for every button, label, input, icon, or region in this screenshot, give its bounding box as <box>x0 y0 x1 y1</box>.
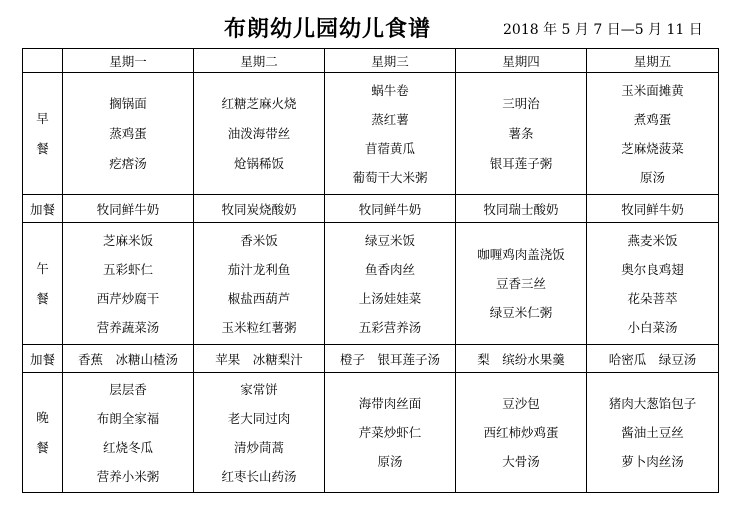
dish: 家常饼 <box>240 381 278 397</box>
snack-row <box>23 195 719 223</box>
dish: 营养小米粥 <box>96 468 160 484</box>
dish: 豆香三丝 <box>495 276 546 291</box>
meal-label-char: 餐 <box>36 290 49 306</box>
dish: 原汤 <box>639 169 665 185</box>
menu-cell <box>587 73 719 195</box>
menu-cell <box>194 73 325 195</box>
dish: 搁锅面 <box>109 95 147 111</box>
dish: 蒸鸡蛋 <box>109 125 147 141</box>
breakfast-row <box>23 73 719 195</box>
dish: 香米饭 <box>240 232 278 248</box>
dish: 清炒茼蒿 <box>233 439 284 455</box>
dish: 薯条 <box>508 125 534 141</box>
dish: 西芹炒腐干 <box>96 290 160 306</box>
snack-row <box>23 345 719 373</box>
dish: 红枣长山药汤 <box>221 468 297 484</box>
meal-label-char: 餐 <box>36 439 49 455</box>
day-header: 星期四 <box>456 49 587 73</box>
day-header: 星期五 <box>587 49 719 73</box>
menu-cell <box>194 373 325 493</box>
meal-label-char: 早 <box>36 110 49 126</box>
menu-cell <box>63 373 194 493</box>
breakfast-label <box>23 73 63 195</box>
menu-cell <box>456 73 587 195</box>
dish: 原汤 <box>377 454 403 469</box>
day-header: 星期一 <box>63 49 194 73</box>
dish: 布朗全家福 <box>96 410 160 426</box>
dish: 红烧冬瓜 <box>102 439 153 455</box>
dish: 海带肉丝面 <box>358 396 422 411</box>
dish: 五彩虾仁 <box>102 261 153 277</box>
menu-cell: 橙子 银耳莲子汤 <box>325 345 456 373</box>
meal-label-char: 晚 <box>36 409 49 425</box>
meal-label-char: 午 <box>36 260 49 276</box>
dish: 三明治 <box>502 95 540 111</box>
dish: 玉米粒红薯粥 <box>221 319 297 335</box>
dish: 西红柿炒鸡蛋 <box>483 425 559 440</box>
dish: 椒盐西葫芦 <box>227 290 291 306</box>
dish: 大骨汤 <box>502 454 540 469</box>
dish: 酱油土豆丝 <box>621 425 684 440</box>
dish: 芹菜炒虾仁 <box>358 425 422 440</box>
header-row <box>23 49 719 73</box>
menu-cell <box>325 373 456 493</box>
menu-cell: 梨 缤纷水果羹 <box>456 345 587 373</box>
dish: 营养蔬菜汤 <box>96 319 160 335</box>
dish: 红糖芝麻火烧 <box>221 95 297 111</box>
dish: 玉米面摊黄 <box>621 82 684 98</box>
day-header: 星期二 <box>194 49 325 73</box>
dinner-row <box>23 373 719 493</box>
page-title: 布朗幼儿园幼儿食谱 <box>224 17 432 42</box>
menu-cell <box>194 223 325 345</box>
snack-label: 加餐 <box>23 195 63 223</box>
dish: 花朵菩萃 <box>627 290 678 306</box>
dish: 茄汁龙利鱼 <box>227 261 291 277</box>
meal-label-char: 餐 <box>36 140 49 156</box>
dish: 煮鸡蛋 <box>633 111 672 127</box>
dish: 炝锅稀饭 <box>233 155 284 171</box>
dish: 葡萄干大米粥 <box>352 169 428 185</box>
dish: 疙瘩汤 <box>109 155 147 171</box>
date-range: 2018 年 5 月 7 日—5 月 11 日 <box>503 22 703 38</box>
dish: 咖喱鸡肉盖浇饭 <box>477 247 565 262</box>
menu-cell <box>587 373 719 493</box>
menu-cell: 香蕉 冰糖山楂汤 <box>63 345 194 373</box>
dinner-label <box>23 373 63 493</box>
dish: 豆沙包 <box>502 396 540 411</box>
day-header: 星期三 <box>325 49 456 73</box>
dish: 绿豆米饭 <box>364 232 415 248</box>
menu-cell <box>587 223 719 345</box>
dish: 芝麻烧菠菜 <box>621 140 684 156</box>
dish: 奥尔良鸡翅 <box>621 261 684 277</box>
menu-cell <box>456 373 587 493</box>
dish: 猪肉大葱馅包子 <box>608 396 697 411</box>
corner-cell <box>23 49 63 73</box>
dish: 上汤娃娃菜 <box>358 290 422 306</box>
menu-cell: 牧同鲜牛奶 <box>587 195 719 223</box>
dish: 萝卜肉丝汤 <box>621 454 684 469</box>
dish: 蜗牛卷 <box>371 82 409 98</box>
dish: 鱼香肉丝 <box>364 261 415 277</box>
menu-cell: 哈密瓜 绿豆汤 <box>587 345 719 373</box>
snack-label: 加餐 <box>23 345 63 373</box>
menu-cell: 苹果 冰糖梨汁 <box>194 345 325 373</box>
dish: 芝麻米饭 <box>102 232 153 248</box>
dish: 小白菜汤 <box>627 319 678 335</box>
menu-cell <box>325 73 456 195</box>
menu-cell <box>325 223 456 345</box>
lunch-label <box>23 223 63 345</box>
dish: 层层香 <box>109 381 147 397</box>
lunch-row <box>23 223 719 345</box>
dish: 油泼海带丝 <box>227 125 291 141</box>
menu-cell: 牧同鲜牛奶 <box>325 195 456 223</box>
dish: 燕麦米饭 <box>627 232 678 248</box>
menu-cell <box>456 223 587 345</box>
menu-cell <box>63 223 194 345</box>
menu-cell: 牧同鲜牛奶 <box>63 195 194 223</box>
menu-cell: 牧同瑞士酸奶 <box>456 195 587 223</box>
menu-cell: 牧同炭烧酸奶 <box>194 195 325 223</box>
dish: 蒸红薯 <box>371 111 409 127</box>
menu-table <box>22 48 719 493</box>
dish: 五彩营养汤 <box>358 319 422 335</box>
dish: 老大同过肉 <box>227 410 291 426</box>
dish: 苜蓿黄瓜 <box>364 140 415 156</box>
menu-cell <box>63 73 194 195</box>
dish: 绿豆米仁粥 <box>489 305 553 320</box>
dish: 银耳莲子粥 <box>489 155 553 171</box>
